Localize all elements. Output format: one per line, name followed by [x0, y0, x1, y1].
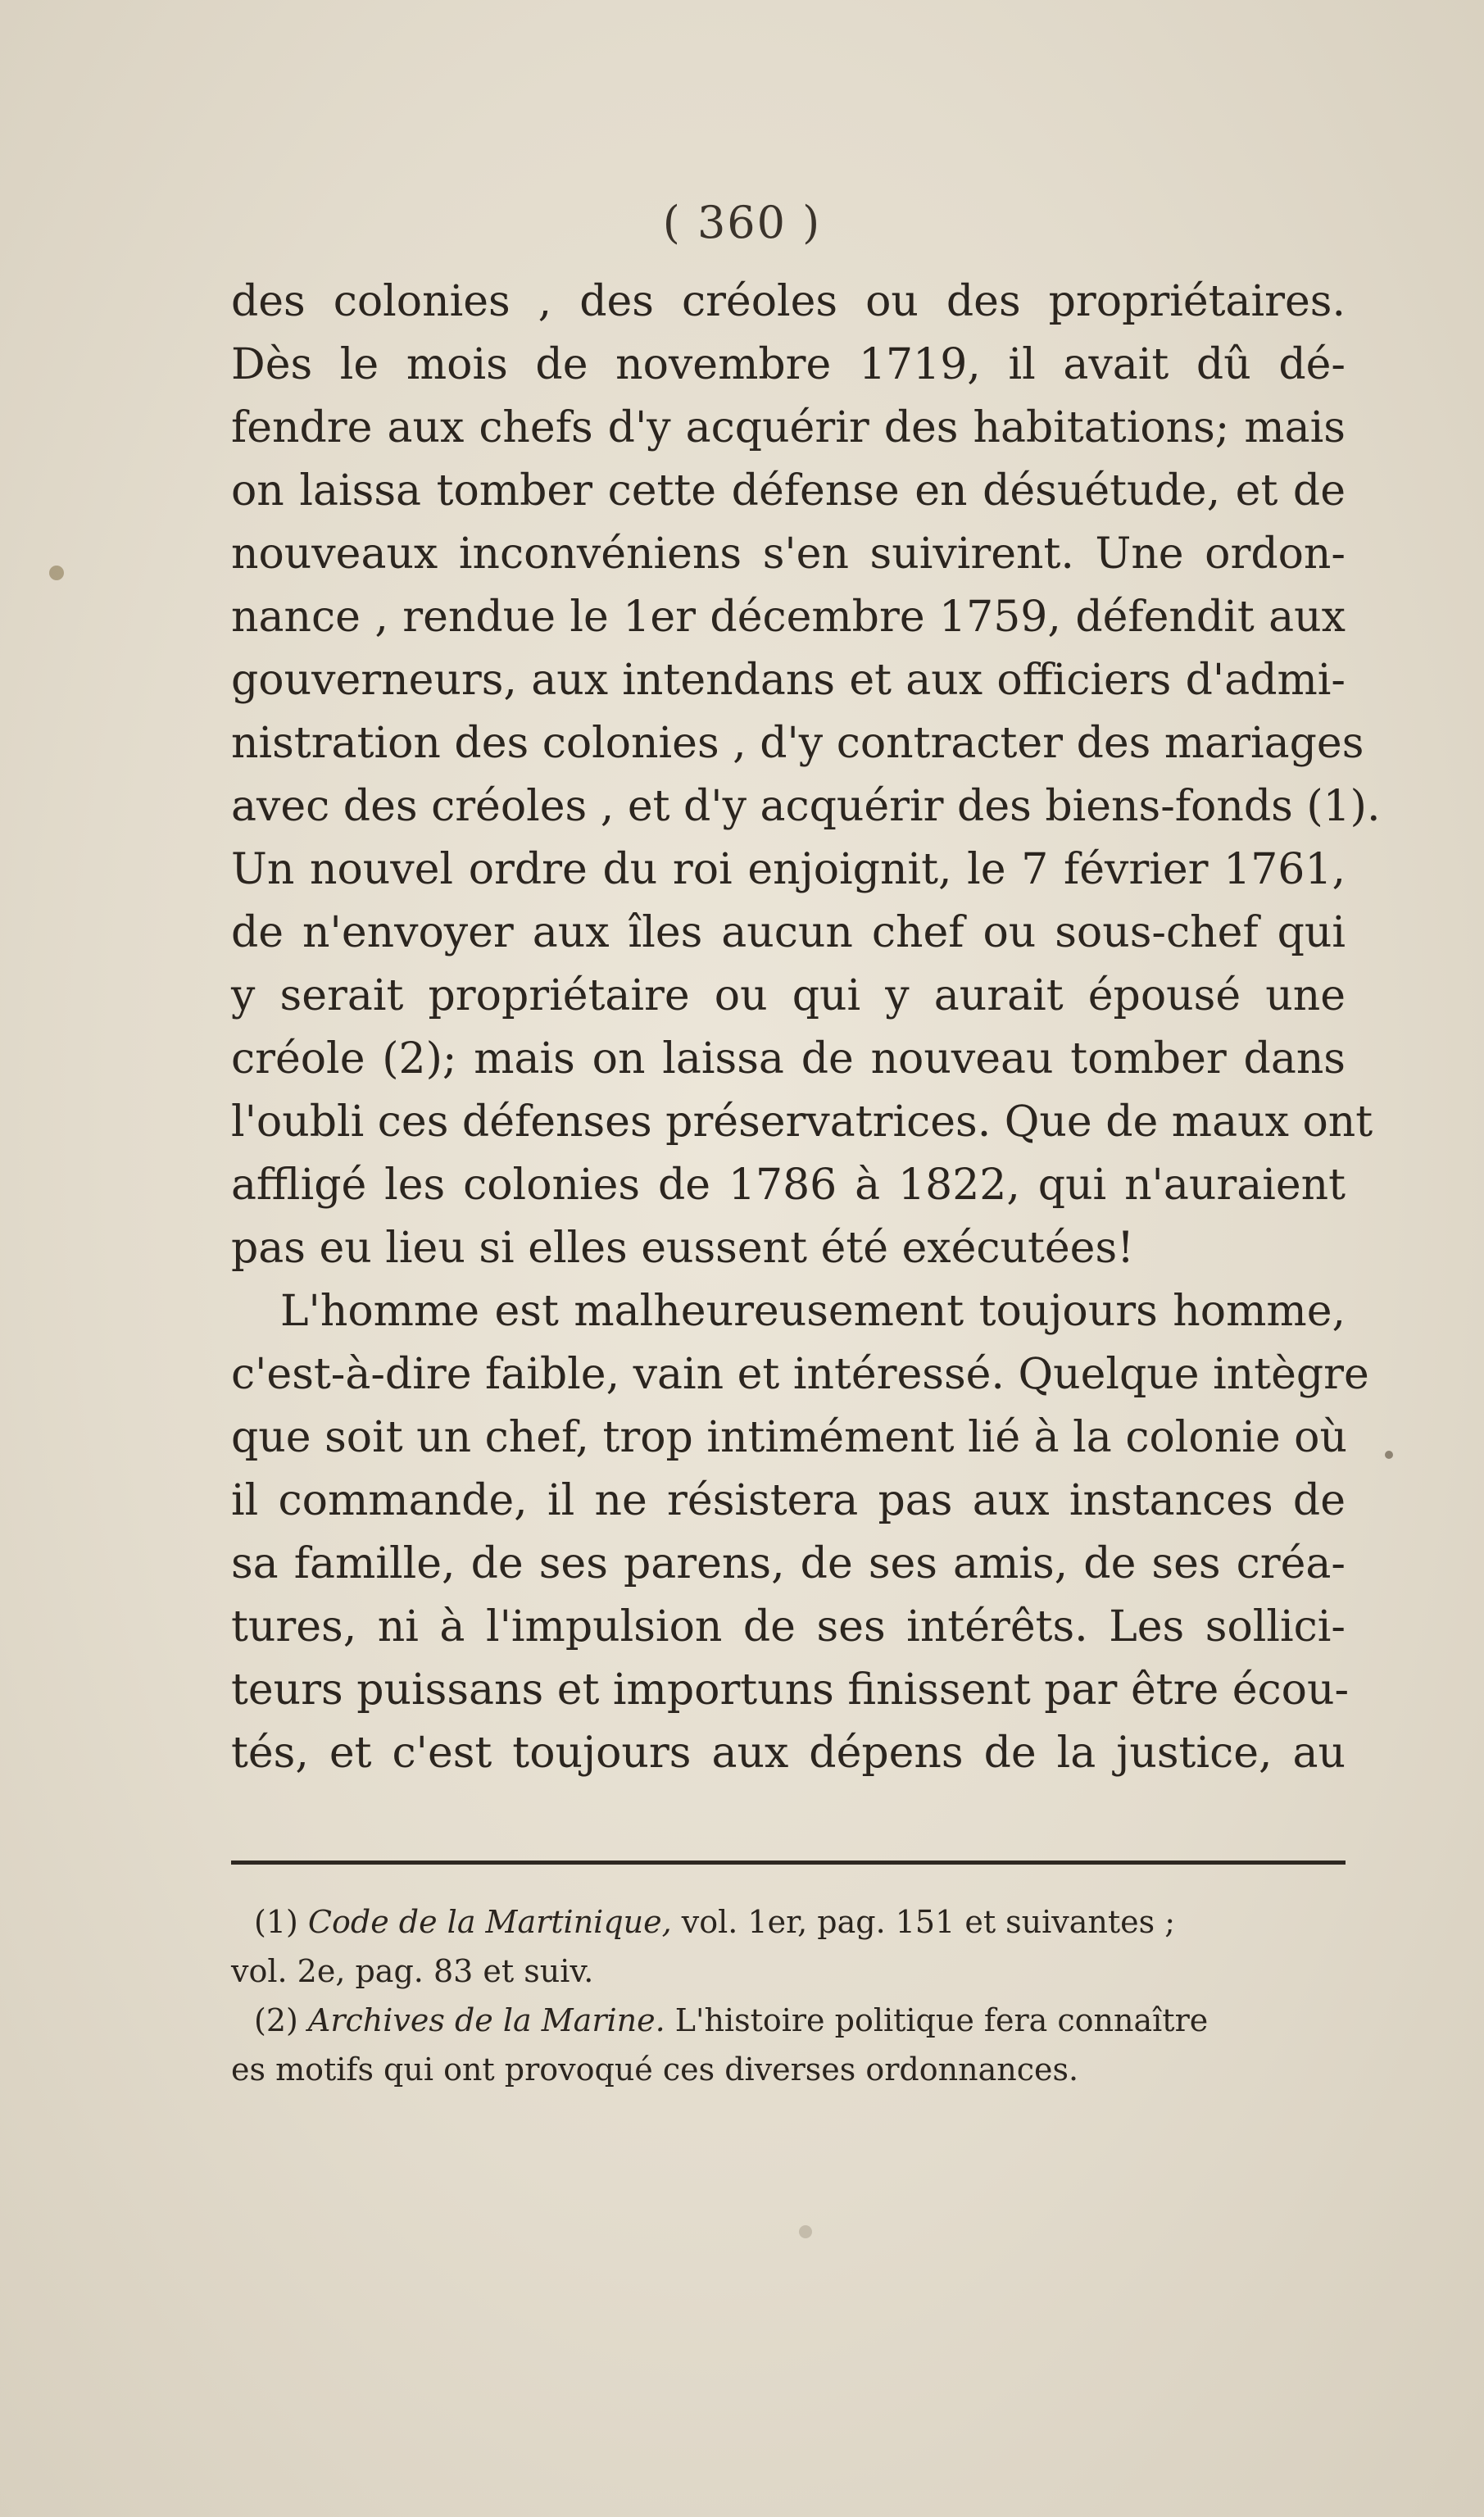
text-line: l'oubli ces défenses préservatrices. Que de maux ont [231, 1097, 1373, 1147]
text-line: pas eu lieu si elles eussent été exécutées! [231, 1224, 1135, 1273]
body-text [231, 270, 1381, 1785]
footnote-2-source: Archives de la Marine. [307, 2002, 665, 2038]
text-line: Un nouvel ordre du roi enjoignit, le 7 février 1761, [231, 845, 1346, 894]
text-line: de n'envoyer aux îles aucun chef ou sous-chef qui [231, 908, 1346, 957]
footnote-separator [231, 1860, 1346, 1865]
text-line: teurs puissans et importuns finissent par être écou- [231, 1665, 1350, 1715]
paper-stain-mark [49, 566, 64, 580]
text-line: sa famille, de ses parens, de ses amis, de ses créa- [231, 1539, 1346, 1588]
text-line: créole (2); mais on laissa de nouveau tomber dans [231, 1034, 1346, 1084]
paper-speck-mark [1385, 1451, 1393, 1459]
footnote-1-marker: (1) [254, 1904, 298, 1940]
footnotes [231, 1897, 1346, 2094]
footnote-1 [254, 1897, 1346, 1947]
page-number: ( 360 ) [662, 197, 822, 248]
footnote-2-continuation: es motifs qui ont provoqué ces diverses ordonnances. [231, 2051, 1079, 2088]
text-line: tures, ni à l'impulsion de ses intérêts. Les sollici- [231, 1602, 1346, 1651]
paper-speck-mark [799, 2225, 812, 2238]
footnote-2-text: L'histoire politique fera connaître [674, 2002, 1209, 2038]
text-line: c'est-à-dire faible, vain et intéressé. Quelque intègre [231, 1350, 1369, 1399]
text-line: nouveaux inconvéniens s'en suivirent. Une ordon- [231, 529, 1346, 579]
text-line: y serait propriétaire ou qui y aurait épousé une [231, 971, 1346, 1020]
text-line: Dès le mois de novembre 1719, il avait dû dé- [231, 340, 1346, 389]
text-line: avec des créoles , et d'y acquérir des biens-fonds (1). [231, 782, 1381, 831]
text-line: des colonies , des créoles ou des propriétaires. [231, 277, 1346, 326]
footnote-2 [254, 1996, 1346, 2045]
text-line: tés, et c'est toujours aux dépens de la justice, au [231, 1729, 1346, 1778]
footnote-2-marker: (2) [254, 2002, 298, 2038]
text-line: L'homme est malheureusement toujours homme, [280, 1287, 1346, 1336]
text-line: que soit un chef, trop intimément lié à la colonie où [231, 1413, 1347, 1462]
text-line: fendre aux chefs d'y acquérir des habitations; mais [231, 403, 1346, 452]
text-line: gouverneurs, aux intendans et aux officiers d'admi- [231, 656, 1346, 705]
text-line: il commande, il ne résistera pas aux instances de [231, 1476, 1346, 1525]
text-line: nance , rendue le 1er décembre 1759, défendit aux [231, 593, 1346, 642]
footnote-1-source: Code de la Martinique, [307, 1904, 672, 1940]
text-line: affligé les colonies de 1786 à 1822, qui n'auraient [231, 1161, 1346, 1210]
footnote-1-continuation: vol. 2e, pag. 83 et suiv. [231, 1953, 594, 1989]
footnote-1-text: vol. 1er, pag. 151 et suivantes ; [681, 1904, 1176, 1940]
text-line: on laissa tomber cette défense en désuétude, et de [231, 466, 1346, 516]
text-line: nistration des colonies , d'y contracter des mariages [231, 719, 1364, 768]
